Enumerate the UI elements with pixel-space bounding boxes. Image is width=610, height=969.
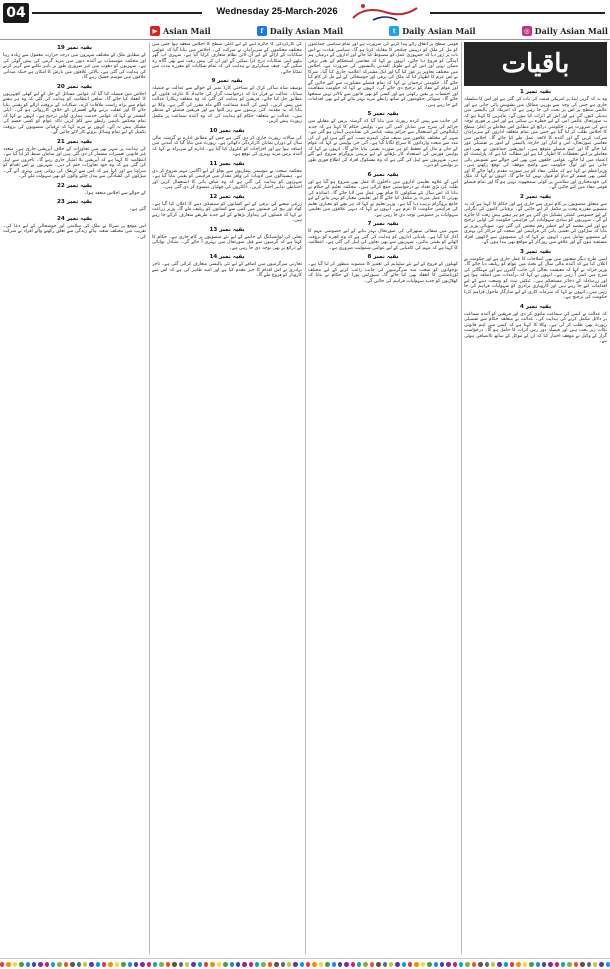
- color-dot: [210, 962, 214, 967]
- article-text: وہ یہ کہ گرین لینڈ پر امریکی قبضہ کی بات کی گئی ہے اور اس کا سلسلہ جاری ہے جس کی وجہ سے یورپی ممالک میں تشویش پائی جاتی ہے اور عالمی سطح پر اس پر بحث کی جا رہی ہے کہ امریکہ کی پالیسی میں تبدیلی کیوں آئی ہے اور اس کے اثرات کیا ہوں گے۔ ماہرین کا کہنا ہے کہ یہ صورتحال عالمی امن کے لیے خطرہ بن سکتی ہے اور اس پر فوری توجہ دینے کی ضرورت ہے۔ حکومتی ذرائع کے مطابق اس معاملے پر اعلیٰ سطح کا اجلاس طلب کر لیا گیا ہے جس میں تمام متعلقہ اداروں کے سربراہان شرکت کریں گے اور آئندہ کا لائحہ عمل طے کیا جائے گا۔ اجلاس میں معاشی صورتحال، امن و امان اور خارجہ پالیسی کے امور پر تفصیلی غور کیا جائے گا اور اہم فیصلے متوقع ہیں۔ اپوزیشن جماعتوں نے بھی اس معاملے پر اپنے تحفظات کا اظہار کیا ہے اور مطالبہ کیا ہے کہ پارلیمنٹ کو اعتماد میں لیا جائے۔ عوامی حلقوں میں بھی اس حوالے سے تشویش پائی جاتی ہے اور لوگ حکومت سے واضح موقف کی توقع رکھتے ہیں۔ وزیراعظم نے کہا ہے کہ ملکی مفاد کو ہر صورت مقدم رکھا جائے گا اور کسی بھی قسم کے دباؤ کو قبول نہیں کیا جائے گا۔ انہوں نے کہا کہ ملک کی خودمختاری اور سلامتی پر کوئی سمجھوتہ نہیں ہو گا اور تمام فیصلے قومی مفاد میں کیے جائیں گے۔: [464, 97, 607, 190]
- color-dot: [319, 962, 323, 967]
- color-dot: [472, 962, 476, 967]
- color-dot: [587, 962, 591, 967]
- section-heading: بقیہ نمبر 1: [519, 89, 552, 95]
- page-number: 04: [3, 3, 29, 23]
- color-dot: [57, 962, 61, 967]
- facebook-icon: f: [257, 26, 267, 36]
- article-text: کے مطابق ملک کے مختلف شہروں میں درجہ حرارت معمول سے زیادہ رہا اور محکمہ موسمیات نے آئندہ دنوں میں مزید گرمی کی پیش گوئی کی ہے۔ شہریوں کو دھوپ میں غیر ضروری طور پر باہر نکلنے سے گریز کرنے کی ہدایت کی گئی ہے۔ بالائی علاقوں میں بارش کا امکان ہے جبکہ میدانی علاقوں میں موسم خشک رہے گا۔: [3, 53, 146, 80]
- color-dot: [414, 962, 418, 967]
- color-dot: [465, 962, 469, 967]
- article-text: یوسف شاہ ساکن کرک کے شناختی کارڈ نمبر کے حوالے سے عدالت نے فیصلہ سنایا۔ عدالت نے قرار دیا کہ درخواست گزار کی جائیداد کا تنازعہ قانون کے مطابق حل کیا جائے۔ فریقین کو ہدایت کی گئی کہ وہ متعلقہ ریکارڈ عدالت میں پیش کریں۔ کیس کی آئندہ سماعت اگلے ماہ مقرر کی گئی ہے۔ وکلا نے بتایا کہ یہ مقدمہ کئی برسوں سے زیر التوا ہے اور فریقین فیصلے کے منتظر ہیں۔ عدالت نے متعلقہ حکام کو ہدایت کی کہ وہ آئندہ سماعت پر مکمل رپورٹ پیش کریں۔: [152, 86, 302, 124]
- color-dot: [351, 962, 355, 967]
- social-label: Daily Asian Mail: [534, 26, 608, 36]
- color-dot: [370, 962, 374, 967]
- instagram-icon: ◎: [522, 26, 532, 36]
- color-dot: [383, 962, 387, 967]
- color-dot: [548, 962, 552, 967]
- section-heading: بقیہ نمبر 5: [367, 111, 399, 117]
- color-dot: [485, 962, 489, 967]
- color-dot: [300, 962, 304, 967]
- color-dot: [599, 962, 603, 967]
- color-dot: [77, 962, 81, 967]
- article-text: زرعی شعبے کی ترقی کے لیے کسانوں کو سبسڈی دینے کا اعلان کیا گیا ہے۔ کھاد اور بیج کی قیمتوں میں کمی سے کسانوں کو ریلیف ملے گا۔ وزیر زراعت نے کہا کہ فصلوں کی پیداوار بڑھانے کے لیے جدید طریقے متعارف کرائے جا رہے ہیں۔: [152, 201, 302, 223]
- column-4: [464, 42, 607, 954]
- article-text: کی کارکردگی کا جائزہ لینے کے لیے اعلیٰ سطح کا اجلاس منعقد ہوا جس میں مختلف محکموں کے سربراہان نے شرکت کی۔ اجلاس میں بتایا گیا کہ عوامی شکایات کے ازالے کے لیے آن لائن نظام متعارف کرایا گیا ہے۔ شہری اب گھر بیٹھے اپنی شکایات درج کرا سکیں گے اور ان کی پیش رفت سے بھی آگاہ رہ سکیں گے۔ چیف سیکرٹری نے ہدایت کی کہ تمام شکایات کو مقررہ مدت میں نمٹایا جائے۔: [152, 42, 302, 75]
- color-dot: [453, 962, 457, 967]
- color-dot: [64, 962, 68, 967]
- color-dot: [293, 962, 297, 967]
- color-dot: [0, 962, 4, 967]
- color-dot: [593, 962, 597, 967]
- color-dot: [242, 962, 246, 967]
- color-dot: [567, 962, 571, 967]
- color-dot: [179, 962, 183, 967]
- color-dot: [389, 962, 393, 967]
- header-rule-left: [32, 12, 202, 14]
- article-text: کی سالانہ رپورٹ جاری کر دی گئی ہے جس کے مطابق ادارے نے گزشتہ مالی سال کے دوران نمایاں کارکردگی دکھائی ہے۔ رپورٹ میں بتایا گیا کہ آمدنی میں اضافہ ہوا ہے اور اخراجات کو کنٹرول کیا گیا ہے۔ ادارے کے سربراہ نے کہا کہ آئندہ برس مزید بہتری کی توقع ہے۔: [152, 135, 302, 157]
- section-heading: بقیہ نمبر 4: [519, 303, 552, 310]
- color-dot: [26, 962, 30, 967]
- color-dot: [402, 962, 406, 967]
- color-dot: [185, 962, 189, 967]
- color-dot: [338, 962, 342, 967]
- color-dot: [395, 962, 399, 967]
- section-heading: بقیہ نمبر 2: [519, 193, 552, 200]
- social-link-twitter[interactable]: [389, 26, 475, 36]
- page-header: [0, 0, 610, 40]
- social-link-youtube[interactable]: [150, 26, 211, 36]
- article-text: شہر میں صفائی ستھرائی کی صورتحال بہتر بنانے کے لیے خصوصی مہم کا آغاز کیا گیا ہے۔ بلدیاتی اداروں کو ہدایت کی گئی ہے کہ وہ کچرے کو بروقت اٹھانے کو یقینی بنائیں۔ شہریوں سے بھی تعاون کی اپیل کی گئی ہے۔ انتظامیہ کا کہنا ہے کہ مہم کی کامیابی کے لیے عوامی شمولیت ضروری ہے۔: [308, 229, 458, 251]
- color-dot: [344, 962, 348, 967]
- color-dot: [159, 962, 163, 967]
- article-text: کی جانب سے پیش کردہ رپورٹ میں بتایا گیا کہ گزشتہ برس کے مقابلے میں جرائم کی شرح میں نمایاں کمی آئی ہے۔ پولیس حکام کا کہنا ہے کہ جدید ٹیکنالوجی کے استعمال سے جرائم پیشہ عناصر کی نشاندہی آسان ہو گئی ہے۔ شہر کے مختلف علاقوں میں سیف سٹی کیمرے نصب کیے گئے ہیں اور ان کی مدد سے متعدد وارداتوں کا سراغ لگایا گیا ہے۔ آئی جی پولیس نے کہا کہ عوام کے جان و مال کے تحفظ کو ہر صورت یقینی بنایا جائے گا۔ انہوں نے کہا کہ پولیس فورس کی استعداد کار بڑھانے کے لیے تربیتی پروگرام شروع کیے گئے ہیں۔ شہریوں سے اپیل کی گئی ہے کہ وہ مشکوک افراد کی اطلاع فوری طور پر پولیس کو دیں۔: [308, 119, 458, 168]
- color-dot: [478, 962, 482, 967]
- color-dot: [204, 962, 208, 967]
- color-dot: [19, 962, 23, 967]
- column-divider: [305, 42, 306, 954]
- color-dot: [83, 962, 87, 967]
- color-dot: [153, 962, 157, 967]
- color-dot: [108, 962, 112, 967]
- column-1: [3, 42, 146, 954]
- article-text: بجلی کی لوڈشیڈنگ کے خاتمے کے لیے نئے منصوبوں پر کام جاری ہے۔ حکام کا کہنا ہے کہ گرمیوں سے قبل صورتحال میں بہتری آ جائے گی۔ متبادل توانائی کے ذرائع پر بھی توجہ دی جا رہی ہے۔: [152, 234, 302, 251]
- twitter-icon: t: [389, 26, 399, 36]
- header-rule-right: [430, 12, 605, 14]
- article-text: تجارتی سرگرمیوں میں اضافے کے لیے نئی پالیسی متعارف کرائی گئی ہے۔ تاجر برادری نے اس اقدام کا خیر مقدم کیا ہے اور امید ظاہر کی ہے کہ اس سے کاروبار کو فروغ ملے گا۔: [152, 262, 302, 278]
- social-link-facebook[interactable]: [257, 26, 343, 36]
- article-text: اس موقع پر شرکا نے ملک کی سلامتی اور خوشحالی کے لیے دعا کی۔ تقریب میں مختلف شعبہ ہائے زندگی سے تعلق رکھنے والے افراد نے شرکت کی۔: [3, 223, 146, 240]
- color-dot: [363, 962, 367, 967]
- section-heading: بقیہ نمبر 13: [209, 226, 245, 233]
- color-dot: [504, 962, 508, 967]
- color-dot: [542, 962, 546, 967]
- color-dot: [38, 962, 42, 967]
- color-dot: [421, 962, 425, 967]
- section-heading: بقیہ نمبر 23: [57, 199, 92, 205]
- section-heading: بقیہ نمبر 21: [57, 138, 92, 145]
- color-dot: [580, 962, 584, 967]
- color-dot: [121, 962, 125, 967]
- color-dot: [427, 962, 431, 967]
- article-text: اسی طرح دیگر شعبوں میں بھی اصلاحات کا عمل جاری ہے اور حکومت نے اعلان کیا ہے کہ آئندہ مالی سال کے بجٹ میں عوام کو ریلیف دیا جائے گا۔ وزیر خزانہ نے کہا کہ معیشت بحالی کی جانب گامزن ہے اور مہنگائی کی شرح میں کمی آ رہی ہے۔ انہوں نے کہا کہ برآمدات میں اضافہ ہوا ہے اور زرمبادلہ کے ذخائر مستحکم ہیں۔ ٹیکس نیٹ کو وسعت دینے کے لیے اقدامات کیے جا رہے ہیں اور کاروباری برادری کو سہولیات فراہم کی جا رہی ہیں۔ انہوں نے کہا کہ سرمایہ کاری کے لیے سازگار ماحول فراہم کرنا حکومت کی ترجیح ہے۔: [464, 256, 607, 300]
- social-label: Daily Asian Mail: [269, 26, 344, 36]
- color-dot: [45, 962, 49, 967]
- color-dot: [574, 962, 578, 967]
- section-heading: بقیہ نمبر 19: [57, 45, 92, 51]
- color-dot: [440, 962, 444, 967]
- column-divider: [149, 42, 150, 954]
- section-heading: بقیہ نمبر 6: [367, 171, 399, 178]
- section-heading: بقیہ نمبر 9: [211, 78, 243, 84]
- color-dot: [13, 962, 17, 967]
- social-label: Asian Mail: [163, 26, 211, 36]
- social-label: Daily Asian Mail: [402, 26, 476, 36]
- section-heading: بقیہ نمبر 24: [57, 215, 92, 222]
- color-dot: [287, 962, 291, 967]
- social-links: [150, 24, 608, 38]
- color-dot: [376, 962, 380, 967]
- color-dot: [51, 962, 55, 967]
- color-dot: [268, 962, 272, 967]
- color-dot: [230, 962, 234, 967]
- color-dot: [446, 962, 450, 967]
- color-dot: [96, 962, 100, 967]
- color-dot: [223, 962, 227, 967]
- color-dot: [357, 962, 361, 967]
- color-dot: [166, 962, 170, 967]
- color-dot: [434, 962, 438, 967]
- color-dot: [172, 962, 176, 967]
- color-dot: [555, 962, 559, 967]
- color-dot: [306, 962, 310, 967]
- color-dot: [510, 962, 514, 967]
- color-dot: [32, 962, 36, 967]
- color-dot: [606, 962, 610, 967]
- color-dot: [89, 962, 93, 967]
- section-heading: بقیہ نمبر 22: [57, 182, 92, 189]
- column-divider: [461, 42, 462, 954]
- color-dot: [523, 962, 527, 967]
- color-dot: [147, 962, 151, 967]
- youtube-icon: ▶: [150, 26, 160, 36]
- color-dot: [261, 962, 265, 967]
- color-dot: [134, 962, 138, 967]
- color-dot: [325, 962, 329, 967]
- article-text: اجلاس میں فیصلہ کیا گیا کہ عوامی مسائل کے حل کے لیے کھلی کچہریوں کا انعقاد کیا جائے گا۔ ضلعی انتظامیہ کو ہدایت کی گئی کہ وہ ہر ہفتے عوام سے براہ راست ملاقات کرے۔ شکایات کے بروقت ازالے کو یقینی بنایا جائے گا اور غفلت برتنے والے افسران کے خلاف کارروائی ہو گی۔ ڈپٹی کمشنر نے کہا کہ عوامی خدمت ہماری اولین ترجیح ہے۔ انہوں نے کہا کہ تمام محکمے باہمی رابطے سے کام کریں تاکہ عوام کو کسی قسم کی مشکل پیش نہ آئے۔ انہوں نے مزید کہا کہ ترقیاتی منصوبوں کی بروقت تکمیل کے لیے تمام وسائل بروئے کار لائے جائیں گے۔: [3, 91, 146, 135]
- column-3: [308, 42, 458, 954]
- section-heading: بقیہ نمبر 11: [209, 160, 245, 167]
- color-dot: [536, 962, 540, 967]
- color-dot: [6, 962, 10, 967]
- article-text: کہ عدالت نے کیس کی سماعت ملتوی کر دی اور فریقین کو آئندہ سماعت پر دلائل مکمل کرنے کی ہدایت کی۔ عدالت نے متعلقہ حکام سے تفصیلی رپورٹ بھی طلب کر لی ہے۔ وکلا کا کہنا ہے کہ کیس میں اہم قانونی نکات زیر بحث ہیں اور فیصلہ دور رس اثرات کا حامل ہو گا۔ درخواست گزار کے وکیل نے موقف اختیار کیا کہ ان کے موکل کے ساتھ ناانصافی ہوئی ہے۔: [464, 311, 607, 344]
- article-text: کی ہدایت پر شہر بھر میں تجاوزات کے خلاف آپریشن جاری ہے۔ متعدد غیر قانونی تعمیرات مسمار کر دی گئی ہیں اور سامان ضبط کر لیا گیا ہے۔ انتظامیہ کا کہنا ہے کہ آپریشن بلا امتیاز جاری رہے گا۔ تاجروں سے اپیل کی گئی ہے کہ وہ خود تجاوزات ختم کر دیں۔ شہریوں نے اس اقدام کو سراہا ہے اور کہا ہے کہ اس سے ٹریفک کی روانی میں بہتری آئے گی۔ سڑکوں کی کشادگی سے پیدل چلنے والوں کو بھی سہولت ملے گی۔: [3, 146, 146, 179]
- baqiyaat-banner: باقیات: [464, 42, 607, 86]
- color-dot: [217, 962, 221, 967]
- color-dot: [274, 962, 278, 967]
- color-dot: [561, 962, 565, 967]
- section-heading: بقیہ نمبر 3: [519, 248, 552, 255]
- section-heading: بقیہ نمبر 12: [209, 193, 245, 200]
- color-dot: [332, 962, 336, 967]
- section-heading: بقیہ نمبر 8: [367, 254, 399, 260]
- article-text: گئی ہے۔: [129, 207, 146, 212]
- section-heading: بقیہ نمبر 7: [367, 221, 399, 227]
- section-heading: بقیہ نمبر 10: [209, 127, 245, 134]
- color-dot: [198, 962, 202, 967]
- column-2: [152, 42, 302, 954]
- color-dot: [459, 962, 463, 967]
- article-text: قومی سطح پر اتفاق رائے پیدا کرنے کی ضرورت ہے اور تمام سیاسی جماعتوں کو مل کر ملک کو درپیش چیلنجز کا مقابلہ کرنا ہو گا۔ سیاسی قیادت نے اس بات پر زور دیا کہ جمہوری عمل کو مضبوط کیا جائے اور اداروں کے درمیان ہم آہنگی کو فروغ دیا جائے۔ انہوں نے کہا کہ معاشی استحکام کے بغیر ترقی ممکن نہیں اور اس کے لیے طویل المدتی پالیسیوں کی ضرورت ہے۔ اجلاس میں مختلف تجاویز پر غور کیا گیا اور ایک مشترکہ اعلامیہ جاری کیا گیا۔ شرکا نے اس عزم کا اظہار کیا کہ ملک کی ترقی اور خوشحالی کے لیے مل کر کام کیا جائے گا۔ حکومتی ترجمان نے کہا کہ تمام فیصلے مشاورت سے کیے جائیں گے اور عوام کے مفاد کو ترجیح دی جائے گی۔ انہوں نے کہا کہ حکومت شفافیت اور احتساب پر یقین رکھتی ہے اور کسی کو بھی قانون سے بالاتر نہیں سمجھا جائے گا۔ صوبائی حکومتوں کے ساتھ رابطے مزید بہتر بنانے کے لیے بھی اقدامات کیے جا رہے ہیں۔: [308, 42, 458, 108]
- color-dot: [128, 962, 132, 967]
- color-dot: [281, 962, 285, 967]
- article-text: اس کے علاوہ تعلیمی اداروں میں داخلوں کا عمل بھی شروع ہو گیا ہے اور طلبہ کی بڑی تعداد نے درخواستیں جمع کرائی ہیں۔ محکمہ تعلیم کے حکام نے بتایا کہ اس سال نئے سکولوں کا قیام بھی عمل میں لایا جائے گا۔ اساتذہ کی بھرتی کا عمل میرٹ پر مکمل کیا جائے گا اور تعلیمی معیار کو بہتر بنانے کے لیے جامع پروگرام ترتیب دیا گیا ہے۔ وزیر تعلیم نے کہا کہ ہر بچے کو معیاری تعلیم کی فراہمی حکومت کا عزم ہے۔ انہوں نے کہا کہ دیہی علاقوں میں تعلیمی سہولیات پر خصوصی توجہ دی جا رہی ہے۔: [308, 179, 458, 218]
- logo-graphic: [345, 0, 425, 24]
- section-heading: بقیہ نمبر 14: [209, 254, 245, 260]
- masthead-logo: [345, 0, 425, 24]
- color-dot: [115, 962, 119, 967]
- color-dot: [70, 962, 74, 967]
- color-dot: [249, 962, 253, 967]
- color-dot: [102, 962, 106, 967]
- color-dot: [312, 962, 316, 967]
- issue-date: Wednesday 25-March-2026: [216, 6, 338, 17]
- header-divider: [0, 39, 610, 40]
- article-text: کھیلوں کے فروغ کے لیے نئے سٹیڈیم کی تعمیر کا منصوبہ منظور کر لیا گیا ہے۔ نوجوانوں کو صحت مند سرگرمیوں کی جانب راغب کرنے کے لیے مختلف ٹورنامنٹس کا انعقاد بھی کیا جائے گا۔ سپورٹس بورڈ کے حکام نے بتایا کہ کھلاڑیوں کو جدید سہولیات فراہم کی جائیں گی۔: [308, 262, 458, 284]
- color-dot: [255, 962, 259, 967]
- color-dot: [408, 962, 412, 967]
- social-link-instagram[interactable]: [522, 26, 608, 36]
- color-dot: [497, 962, 501, 967]
- color-dot: [191, 962, 195, 967]
- color-dot: [491, 962, 495, 967]
- color-dot: [529, 962, 533, 967]
- article-text: کے حوالے سے اجلاس منعقد ہوا۔: [84, 190, 146, 196]
- color-dot: [236, 962, 240, 967]
- section-heading: بقیہ نمبر 20: [57, 83, 92, 90]
- color-dot: [140, 962, 144, 967]
- color-dot: [516, 962, 520, 967]
- article-text: سے متعلق منصوبوں پر کام تیزی سے جاری ہے اور حکام کا کہنا ہے کہ یہ منصوبے مقررہ وقت پر مکمل کر لیے جائیں گے۔ ترقیاتی کاموں کی نگرانی کے لیے خصوصی کمیٹی تشکیل دی گئی ہے جو ہر ہفتے پیش رفت کا جائزہ لے گی۔ شہریوں کو بنیادی سہولیات کی فراہمی حکومت کی اولین ترجیح ہے اور اس مقصد کے لیے خطیر رقم مختص کی گئی ہے۔ صوبائی وزیر نے بتایا کہ سڑکوں کی تعمیر، پانی کی فراہمی اور صحت کے مراکز کی بہتری کے منصوبے شامل ہیں۔ انہوں نے کہا کہ ان منصوبوں سے لاکھوں افراد مستفید ہوں گے اور علاقے میں روزگار کے مواقع بھی پیدا ہوں گے۔: [464, 201, 607, 245]
- color-strip-footer: [0, 958, 610, 969]
- article-text: محکمہ صحت نے موسمی بیماریوں سے بچاؤ کے لیے آگاہی مہم شروع کر دی ہے۔ ہسپتالوں میں ادویات کی وافر مقدار میں فراہمی کو یقینی بنایا گیا ہے۔ شہریوں کو ہدایت کی گئی ہے کہ وہ صاف پانی کا استعمال کریں اور احتیاطی تدابیر اختیار کریں۔ ڈاکٹروں کی چھٹیاں منسوخ کر دی گئی ہیں۔: [152, 168, 302, 190]
